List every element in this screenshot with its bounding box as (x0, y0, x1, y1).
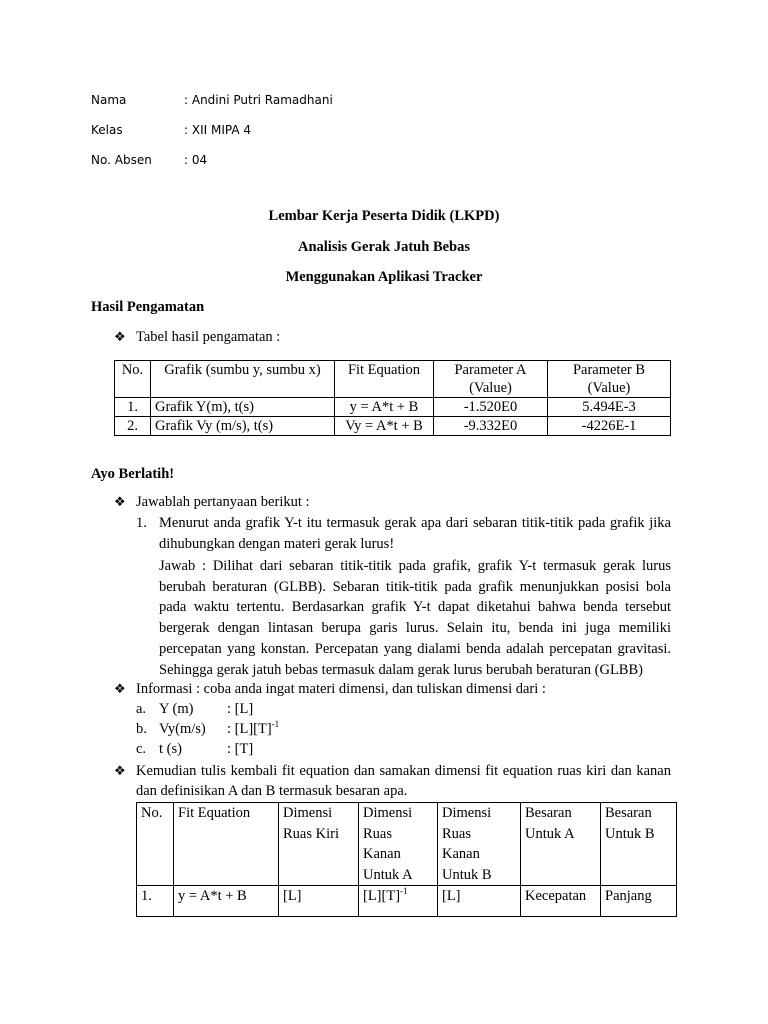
dim-a-name: Y (m) (159, 701, 194, 717)
question-1-line-1: Menurut anda grafik Y-t itu termasuk gerak apa dari sebaran titik-titik pada grafik jika (159, 515, 671, 531)
header-no: No. (115, 361, 151, 398)
class-value: : XII MIPA 4 (184, 123, 251, 137)
class-label: Kelas (91, 123, 123, 137)
question-1-line-2: dihubungkan dengan materi gerak lurus! (159, 536, 395, 552)
t2-row-kiri: [L] (279, 886, 359, 917)
t2-h3-l1: Dimensi (283, 805, 333, 821)
row1-equation: y = A*t + B (335, 398, 434, 417)
dim-c-value: : [T] (227, 741, 254, 757)
row2-grafik: Grafik Vy (m/s), t(s) (151, 417, 335, 436)
bullet-3-line-1: Kemudian tulis kembali fit equation dan samakan dimensi fit equation ruas kiri dan kanan (136, 763, 671, 779)
diamond-bullet-icon: ❖ (114, 329, 126, 344)
question-1-number: 1. (136, 515, 147, 531)
dim-b-value: : [L][T] (227, 721, 272, 737)
t2-h6-l2: Untuk A (525, 825, 575, 842)
header-parameter-b-unit: (Value) (587, 380, 631, 396)
t2-header-fit-equation: Fit Equation (174, 803, 279, 886)
dim-c-name: t (s) (159, 741, 182, 757)
t2-h3-l2: Ruas Kiri (283, 825, 339, 842)
t2-h5-l4: Untuk B (442, 866, 492, 883)
dim-b-value-wrap (227, 721, 279, 738)
table-row (115, 398, 671, 417)
hasil-heading: Hasil Pengamatan (91, 299, 205, 315)
t2-header-kanan-b (438, 803, 521, 886)
row1-param-b: 5.494E-3 (548, 398, 671, 417)
t2-h7-l2: Untuk B (605, 825, 655, 842)
t2-h7-l1: Besaran (605, 805, 652, 821)
table-row (137, 886, 677, 917)
dim-a-value: : [L] (227, 701, 254, 717)
table-row (115, 417, 671, 436)
t2-row-eq: y = A*t + B (174, 886, 279, 917)
t2-header-no: No. (137, 803, 174, 886)
diamond-bullet-icon: ❖ (114, 763, 126, 778)
dim-a-letter: a. (136, 701, 147, 717)
title-line-3: Menggunakan Aplikasi Tracker (285, 269, 483, 285)
t2-header-besaran-b (601, 803, 677, 886)
title-line-1: Lembar Kerja Peserta Didik (LKPD) (268, 208, 500, 224)
name-value: : Andini Putri Ramadhani (184, 93, 333, 107)
t2-row-besaran-a: Kecepatan (521, 886, 601, 917)
t2-h5-l2: Ruas (442, 825, 471, 842)
t2-header-kanan-a (359, 803, 438, 886)
header-grafik: Grafik (sumbu y, sumbu x) (151, 361, 335, 398)
t2-h4-l3: Kanan (363, 846, 401, 862)
t2-header-besaran-a (521, 803, 601, 886)
observation-table (114, 360, 671, 436)
answer-line: berubah beraturan (GLBB). Sebaran titik-titik pada grafik menunjukkan posisi bola (159, 578, 671, 595)
answer-line: Jawab : Dilihat dari sebaran titik-titik pada grafik, grafik Y-t termasuk gerak lurus (159, 558, 671, 574)
hasil-bullet-text: Tabel hasil pengamatan : (136, 329, 281, 345)
absen-label: No. Absen (91, 153, 152, 167)
t2-row-kanan-b: [L] (438, 886, 521, 917)
header-parameter-a-unit: (Value) (469, 380, 512, 396)
header-parameter-b-label: Parameter B (572, 362, 646, 378)
dimension-table (136, 802, 677, 917)
row1-param-a: -1.520E0 (434, 398, 548, 417)
bullet-3-line-2: dan definisikan A dan B termasuk besaran apa. (136, 783, 408, 799)
latihan-bullet-2: Informasi : coba anda ingat materi dimensi, dan tuliskan dimensi dari : (136, 681, 546, 697)
row1-grafik: Grafik Y(m), t(s) (151, 398, 335, 417)
dim-c-letter: c. (136, 741, 147, 757)
diamond-bullet-icon: ❖ (114, 681, 126, 696)
row1-no: 1. (115, 398, 151, 417)
t2-header-ruas-kiri (279, 803, 359, 886)
t2-row-no: 1. (137, 886, 174, 917)
name-label: Nama (91, 93, 127, 107)
row2-param-b: -4226E-1 (548, 417, 671, 436)
answer-line: Sehingga gerak jatuh bebas termasuk dalam gerak lurus berubah beraturan (GLBB) (159, 661, 643, 678)
row2-equation: Vy = A*t + B (335, 417, 434, 436)
header-parameter-a-label: Parameter A (454, 362, 527, 378)
latihan-bullet-3 (136, 763, 671, 780)
answer-line: percepatan yang konstan. Percepatan yang dialami benda adalah percepatan gravitasi. (159, 640, 671, 657)
t2-row-kanan-a-exp: -1 (400, 886, 408, 897)
header-parameter-b (548, 361, 671, 398)
t2-row-kanan-a-base: [L][T] (363, 888, 401, 904)
t2-h4-l2: Ruas (363, 825, 392, 842)
table2-header-row (137, 803, 677, 886)
t2-h5-l1: Dimensi (442, 805, 492, 821)
t2-h6-l1: Besaran (525, 805, 572, 821)
answer-line: pada waktu tertentu. Berdasarkan grafik Y-t dapat diketahui bahwa benda tersebut (159, 599, 671, 616)
answer-line: bergerak dengan lintasan berupa garis lurus. Selain itu, benda ini juga memiliki (159, 620, 671, 637)
t2-h4-l1: Dimensi (363, 805, 413, 821)
t2-row-kanan-a (359, 886, 438, 917)
latihan-bullet-1: Jawablah pertanyaan berikut : (136, 494, 310, 510)
title-line-2: Analisis Gerak Jatuh Bebas (297, 239, 471, 255)
dim-b-exponent: -1 (271, 719, 280, 730)
row2-no: 2. (115, 417, 151, 436)
question-1-line (159, 515, 671, 532)
t2-h5-l3: Kanan (442, 846, 480, 862)
dim-b-letter: b. (136, 721, 147, 737)
diamond-bullet-icon: ❖ (114, 494, 126, 509)
header-parameter-a (434, 361, 548, 398)
t2-h4-l4: Untuk A (363, 866, 413, 883)
answer-paragraph (159, 556, 671, 680)
row2-param-a: -9.332E0 (434, 417, 548, 436)
absen-value: : 04 (184, 153, 208, 167)
header-fit-equation: Fit Equation (335, 361, 434, 398)
latihan-heading: Ayo Berlatih! (91, 466, 175, 482)
t2-row-besaran-b: Panjang (601, 886, 677, 917)
dim-b-name: Vy(m/s) (159, 721, 206, 737)
table-header-row (115, 361, 671, 398)
